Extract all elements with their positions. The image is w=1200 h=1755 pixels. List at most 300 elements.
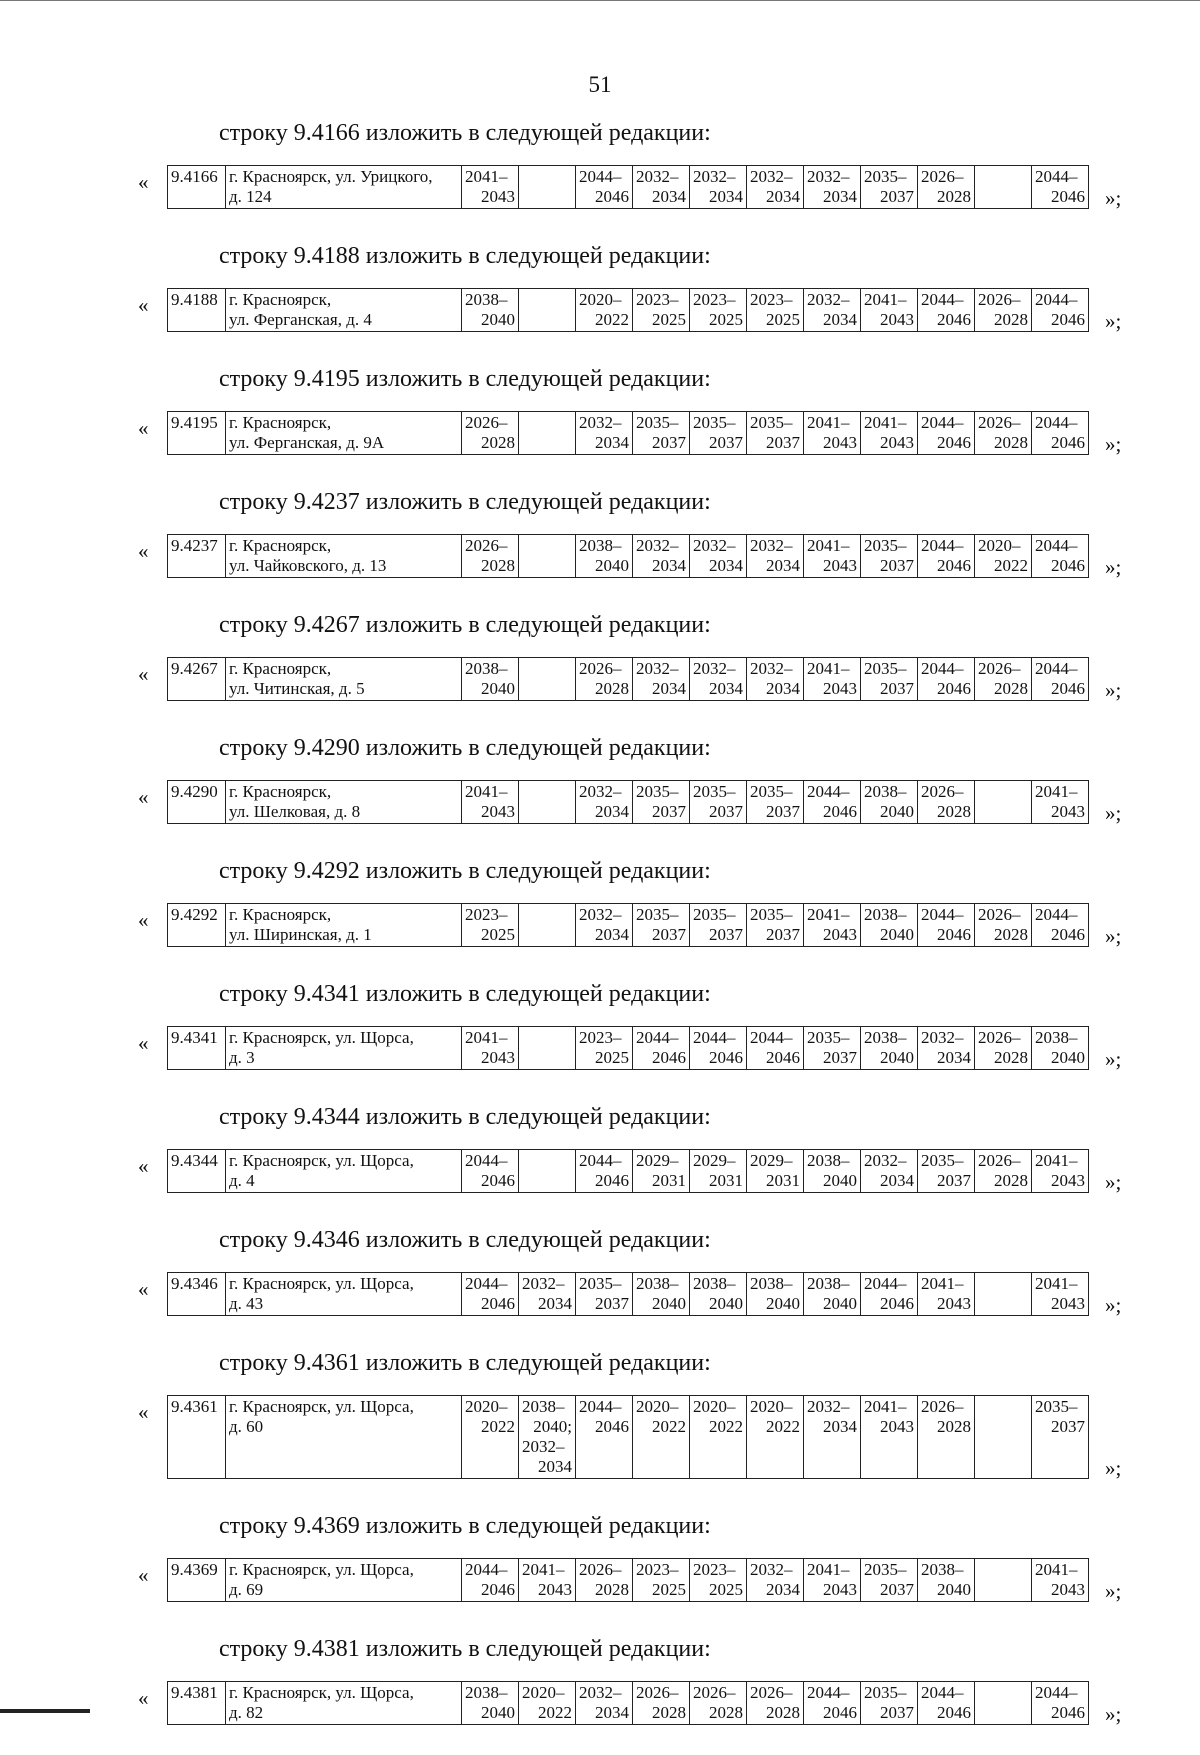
year-range-cell	[576, 904, 633, 947]
table-row	[168, 166, 1089, 209]
year-value: 2038–	[465, 659, 508, 678]
year-value: 2026–	[921, 167, 964, 186]
year-value: 2046	[1051, 556, 1085, 575]
register-table-row	[167, 534, 1089, 578]
year-range-cell	[1032, 166, 1089, 209]
year-value	[978, 187, 1028, 207]
year-range-cell	[462, 1027, 519, 1070]
year-range-cell	[1032, 658, 1089, 701]
year-value: 2032–	[636, 536, 679, 555]
address-cell	[226, 1273, 462, 1316]
year-value: 2026–	[978, 1151, 1021, 1170]
quote-close: »;	[1105, 1456, 1122, 1480]
row-number-cell: 9.4369	[168, 1559, 226, 1602]
year-value: 2020–	[750, 1397, 793, 1416]
year-value: 2046	[595, 1417, 629, 1436]
amendment-heading: строку 9.4188 изложить в следующей редакции:	[219, 243, 711, 269]
year-value: 2040	[481, 310, 515, 329]
year-value: 2032–	[636, 659, 679, 678]
year-range-cell	[519, 1559, 576, 1602]
year-range-cell	[519, 1273, 576, 1316]
table-row	[168, 1682, 1089, 1725]
address-line: ул. Читинская, д. 5	[229, 679, 365, 698]
year-value: 2022	[766, 1417, 800, 1436]
amendment-row	[0, 1272, 1200, 1316]
year-range-cell	[633, 289, 690, 332]
year-range-cell	[462, 1273, 519, 1316]
year-value: 2034	[937, 1048, 971, 1067]
year-value: 2034	[766, 187, 800, 206]
quote-open: «	[138, 1563, 149, 1587]
table-row	[168, 1273, 1089, 1316]
year-value: 2037	[880, 1580, 914, 1599]
year-range-cell	[1032, 1682, 1089, 1725]
year-range-cell	[519, 781, 576, 824]
register-table-row	[167, 1272, 1089, 1316]
year-value: 2031	[709, 1171, 743, 1190]
year-value: 2043	[481, 802, 515, 821]
year-range-cell	[1032, 1559, 1089, 1602]
year-range-cell	[975, 658, 1032, 701]
year-value: 2044–	[807, 1683, 850, 1702]
year-value: 2037	[937, 1171, 971, 1190]
year-range-cell	[519, 535, 576, 578]
table-row	[168, 1559, 1089, 1602]
year-value: 2034	[709, 187, 743, 206]
year-value	[522, 1028, 572, 1048]
year-range-cell	[462, 412, 519, 455]
year-range-cell	[975, 166, 1032, 209]
year-value: 2044–	[921, 659, 964, 678]
year-value: 2032–	[522, 1274, 565, 1293]
year-value: 2023–	[750, 290, 793, 309]
year-range-cell	[690, 1273, 747, 1316]
year-range-cell	[747, 412, 804, 455]
year-range-cell	[462, 289, 519, 332]
year-range-cell	[519, 1150, 576, 1193]
year-value: 2043	[1051, 1171, 1085, 1190]
table-row	[168, 658, 1089, 701]
year-value: 2040	[1051, 1048, 1085, 1067]
year-range-cell	[576, 1396, 633, 1479]
year-range-cell	[690, 1027, 747, 1070]
year-value: 2023–	[579, 1028, 622, 1047]
year-value: 2037	[766, 802, 800, 821]
year-range-cell	[690, 1150, 747, 1193]
amendment-heading: строку 9.4344 изложить в следующей редакции:	[219, 1104, 711, 1130]
year-value: 2032–	[750, 536, 793, 555]
year-range-cell	[519, 166, 576, 209]
year-range-cell	[576, 1682, 633, 1725]
year-range-cell	[1032, 1027, 1089, 1070]
year-value: 2038–	[465, 290, 508, 309]
year-value: 2038–	[864, 782, 907, 801]
page-bottom-rule	[0, 1709, 90, 1713]
year-value: 2044–	[864, 1274, 907, 1293]
year-value: 2034	[823, 310, 857, 329]
year-value	[522, 187, 572, 207]
year-value: 2028	[994, 679, 1028, 698]
year-value	[978, 1560, 1028, 1580]
year-value: 2026–	[978, 1028, 1021, 1047]
register-table-row	[167, 288, 1089, 332]
register-table-row	[167, 1558, 1089, 1602]
year-value: 2043	[823, 556, 857, 575]
year-range-cell	[519, 412, 576, 455]
amendment-section	[0, 362, 1200, 455]
row-number-cell: 9.4292	[168, 904, 226, 947]
quote-open: «	[138, 1686, 149, 1710]
year-value: 2032–	[579, 413, 622, 432]
year-value: 2034	[538, 1457, 572, 1476]
year-range-cell	[918, 1027, 975, 1070]
year-value: 2026–	[978, 905, 1021, 924]
year-value	[522, 290, 572, 310]
year-value: 2044–	[693, 1028, 736, 1047]
quote-open: «	[138, 170, 149, 194]
row-number-cell: 9.4344	[168, 1150, 226, 1193]
year-value: 2044–	[1035, 536, 1078, 555]
year-value: 2044–	[1035, 1683, 1078, 1702]
year-value: 2043	[823, 1580, 857, 1599]
year-value: 2028	[994, 1171, 1028, 1190]
year-value: 2046	[823, 802, 857, 821]
year-value: 2034	[595, 925, 629, 944]
address-line: д. 3	[229, 1048, 255, 1067]
address-cell	[226, 781, 462, 824]
year-range-cell	[975, 1150, 1032, 1193]
year-value: 2035–	[864, 167, 907, 186]
row-number-cell: 9.4166	[168, 166, 226, 209]
quote-open: «	[138, 539, 149, 563]
year-value: 2038–	[807, 1274, 850, 1293]
address-line: д. 69	[229, 1580, 264, 1599]
year-value: 2028	[481, 433, 515, 452]
year-range-cell	[918, 781, 975, 824]
table-row	[168, 1396, 1089, 1479]
register-table-row	[167, 780, 1089, 824]
year-range-cell	[975, 1273, 1032, 1316]
year-value: 2041–	[807, 905, 850, 924]
amendment-section	[0, 608, 1200, 701]
register-table-row	[167, 1026, 1089, 1070]
year-value: 2038–	[579, 536, 622, 555]
year-range-cell	[633, 781, 690, 824]
year-value: 2043	[880, 1417, 914, 1436]
quote-open: «	[138, 1031, 149, 1055]
year-value: 2028	[937, 802, 971, 821]
year-value: 2044–	[921, 905, 964, 924]
year-value: 2044–	[1035, 167, 1078, 186]
year-value: 2037	[709, 925, 743, 944]
address-line: г. Красноярск, ул. Щорса,	[229, 1397, 414, 1416]
year-value: 2037	[823, 1048, 857, 1067]
amendment-row	[0, 1681, 1200, 1725]
table-row	[168, 1027, 1089, 1070]
year-value: 2037	[880, 679, 914, 698]
year-value: 2043	[880, 433, 914, 452]
year-value: 2041–	[1035, 782, 1078, 801]
year-value: 2046	[1051, 679, 1085, 698]
year-range-cell	[861, 781, 918, 824]
year-value: 2041–	[465, 167, 508, 186]
year-range-cell	[519, 1027, 576, 1070]
year-range-cell	[519, 1396, 576, 1479]
year-value: 2034	[766, 1580, 800, 1599]
register-table-row	[167, 657, 1089, 701]
year-range-cell	[861, 904, 918, 947]
year-value: 2037	[595, 1294, 629, 1313]
year-value: 2041–	[465, 782, 508, 801]
year-range-cell	[975, 412, 1032, 455]
address-cell	[226, 1150, 462, 1193]
year-value: 2032–	[579, 782, 622, 801]
year-range-cell	[918, 166, 975, 209]
year-range-cell	[747, 1396, 804, 1479]
register-table-row	[167, 1395, 1089, 1479]
year-value: 2040	[766, 1294, 800, 1313]
year-range-cell	[633, 412, 690, 455]
year-value	[522, 556, 572, 576]
year-value: 2043	[823, 433, 857, 452]
address-cell	[226, 289, 462, 332]
year-value: 2046	[481, 1171, 515, 1190]
year-range-cell	[1032, 1150, 1089, 1193]
quote-close: »;	[1105, 1170, 1122, 1194]
year-value: 2034	[709, 679, 743, 698]
year-range-cell	[576, 781, 633, 824]
year-value: 2044–	[465, 1274, 508, 1293]
year-range-cell	[462, 1682, 519, 1725]
address-line: г. Красноярск,	[229, 905, 332, 924]
year-range-cell	[1032, 904, 1089, 947]
amendment-row	[0, 165, 1200, 209]
row-number-cell: 9.4267	[168, 658, 226, 701]
quote-close: »;	[1105, 1293, 1122, 1317]
year-value: 2046	[1051, 433, 1085, 452]
year-value: 2041–	[807, 1560, 850, 1579]
quote-close: »;	[1105, 1702, 1122, 1726]
year-value: 2025	[766, 310, 800, 329]
year-value: 2020–	[465, 1397, 508, 1416]
year-value: 2043	[823, 925, 857, 944]
quote-close: »;	[1105, 1579, 1122, 1603]
year-value	[978, 782, 1028, 802]
register-table-row	[167, 411, 1089, 455]
address-line: г. Красноярск,	[229, 413, 332, 432]
year-value: 2041–	[864, 413, 907, 432]
year-value: 2044–	[465, 1151, 508, 1170]
year-range-cell	[690, 658, 747, 701]
year-value	[978, 1703, 1028, 1723]
amendment-heading: строку 9.4369 изложить в следующей редакции:	[219, 1513, 711, 1539]
year-range-cell	[861, 166, 918, 209]
table-row	[168, 289, 1089, 332]
year-value: 2025	[709, 310, 743, 329]
year-value: 2028	[937, 187, 971, 206]
amendment-row	[0, 1558, 1200, 1602]
year-range-cell	[462, 781, 519, 824]
year-range-cell	[462, 166, 519, 209]
year-value: 2032–	[921, 1028, 964, 1047]
year-range-cell	[462, 1559, 519, 1602]
address-cell	[226, 904, 462, 947]
year-value: 2044–	[579, 1151, 622, 1170]
year-range-cell	[690, 1396, 747, 1479]
quote-close: »;	[1105, 186, 1122, 210]
year-value: 2025	[652, 1580, 686, 1599]
year-range-cell	[861, 412, 918, 455]
year-value: 2028	[937, 1417, 971, 1436]
year-value: 2031	[652, 1171, 686, 1190]
year-value	[978, 1397, 1028, 1417]
year-value: 2041–	[465, 1028, 508, 1047]
year-range-cell	[747, 1682, 804, 1725]
year-value: 2037	[880, 187, 914, 206]
amendment-section	[0, 239, 1200, 332]
address-line: ул. Ферганская, д. 4	[229, 310, 372, 329]
address-line: г. Красноярск,	[229, 782, 332, 801]
year-value: 2034	[595, 802, 629, 821]
year-value: 2032–	[807, 1397, 850, 1416]
year-value: 2032–	[579, 1683, 622, 1702]
year-range-cell	[861, 1027, 918, 1070]
year-value: 2046	[880, 1294, 914, 1313]
year-range-cell	[747, 289, 804, 332]
address-line: г. Красноярск, ул. Урицкого,	[229, 167, 433, 186]
row-number-cell: 9.4346	[168, 1273, 226, 1316]
year-value: 2037	[880, 1703, 914, 1722]
year-value: 2034	[595, 433, 629, 452]
year-value: 2035–	[750, 413, 793, 432]
year-value: 2035–	[636, 905, 679, 924]
year-value: 2032–	[693, 536, 736, 555]
year-value	[522, 413, 572, 433]
year-value: 2041–	[864, 290, 907, 309]
amendment-section	[0, 1509, 1200, 1602]
address-line: г. Красноярск, ул. Щорса,	[229, 1151, 414, 1170]
year-range-cell	[633, 904, 690, 947]
year-range-cell	[918, 412, 975, 455]
year-range-cell	[804, 1559, 861, 1602]
quote-open: «	[138, 908, 149, 932]
row-number-cell: 9.4195	[168, 412, 226, 455]
year-value: 2029–	[636, 1151, 679, 1170]
amendment-row	[0, 1149, 1200, 1193]
year-range-cell	[975, 904, 1032, 947]
address-line: ул. Ширинская, д. 1	[229, 925, 372, 944]
year-value: 2046	[1051, 310, 1085, 329]
year-range-cell	[690, 904, 747, 947]
quote-close: »;	[1105, 678, 1122, 702]
year-range-cell	[804, 289, 861, 332]
year-value: 2035–	[807, 1028, 850, 1047]
year-value: 2022	[994, 556, 1028, 575]
address-line: д. 82	[229, 1703, 264, 1722]
year-value: 2038–	[522, 1397, 565, 1416]
year-range-cell	[747, 166, 804, 209]
amendment-section	[0, 977, 1200, 1070]
address-line: г. Красноярск,	[229, 290, 332, 309]
year-value	[522, 925, 572, 945]
year-range-cell	[747, 1027, 804, 1070]
year-value: 2031	[766, 1171, 800, 1190]
year-value: 2034	[595, 1703, 629, 1722]
amendment-heading: строку 9.4290 изложить в следующей редакции:	[219, 735, 711, 761]
year-value	[978, 1274, 1028, 1294]
year-value: 2046	[766, 1048, 800, 1067]
year-value: 2041–	[1035, 1274, 1078, 1293]
year-range-cell	[747, 1150, 804, 1193]
year-value: 2035–	[750, 782, 793, 801]
year-value: 2026–	[921, 1397, 964, 1416]
year-value: 2026–	[465, 536, 508, 555]
amendment-heading: строку 9.4361 изложить в следующей редакции:	[219, 1350, 711, 1376]
year-value: 2043	[823, 679, 857, 698]
register-table-row	[167, 165, 1089, 209]
year-value: 2025	[595, 1048, 629, 1067]
year-value: 2035–	[1035, 1397, 1078, 1416]
quote-close: »;	[1105, 801, 1122, 825]
quote-open: «	[138, 1154, 149, 1178]
year-value: 2034	[880, 1171, 914, 1190]
year-value: 2041–	[807, 413, 850, 432]
year-range-cell	[861, 1559, 918, 1602]
year-range-cell	[576, 1027, 633, 1070]
table-row	[168, 904, 1089, 947]
year-value: 2028	[595, 1580, 629, 1599]
year-range-cell	[633, 535, 690, 578]
year-range-cell	[918, 535, 975, 578]
year-value: 2032–	[750, 659, 793, 678]
table-row	[168, 535, 1089, 578]
year-value: 2043	[538, 1580, 572, 1599]
year-value: 2032–	[579, 905, 622, 924]
address-line: д. 4	[229, 1171, 255, 1190]
year-value: 2046	[937, 1703, 971, 1722]
year-value: 2043	[1051, 1580, 1085, 1599]
year-value: 2046	[823, 1703, 857, 1722]
year-value: 2026–	[978, 290, 1021, 309]
year-range-cell	[576, 1273, 633, 1316]
address-cell	[226, 1559, 462, 1602]
year-value: 2035–	[693, 782, 736, 801]
year-value: 2038–	[921, 1560, 964, 1579]
year-range-cell	[519, 1682, 576, 1725]
year-value: 2034	[823, 1417, 857, 1436]
year-range-cell	[747, 781, 804, 824]
address-line: г. Красноярск, ул. Щорса,	[229, 1274, 414, 1293]
year-range-cell	[519, 289, 576, 332]
year-value: 2035–	[693, 413, 736, 432]
address-cell	[226, 166, 462, 209]
year-range-cell	[804, 658, 861, 701]
year-range-cell	[918, 904, 975, 947]
table-row	[168, 412, 1089, 455]
quote-open: «	[138, 785, 149, 809]
address-line: д. 60	[229, 1417, 264, 1436]
year-value: 2040	[709, 1294, 743, 1313]
year-value: 2034	[766, 679, 800, 698]
year-value: 2026–	[636, 1683, 679, 1702]
year-value: 2029–	[750, 1151, 793, 1170]
year-range-cell	[690, 166, 747, 209]
year-value: 2035–	[864, 1683, 907, 1702]
year-range-cell	[747, 535, 804, 578]
year-range-cell	[975, 1027, 1032, 1070]
year-value: 2040	[880, 925, 914, 944]
year-value: 2023–	[636, 1560, 679, 1579]
